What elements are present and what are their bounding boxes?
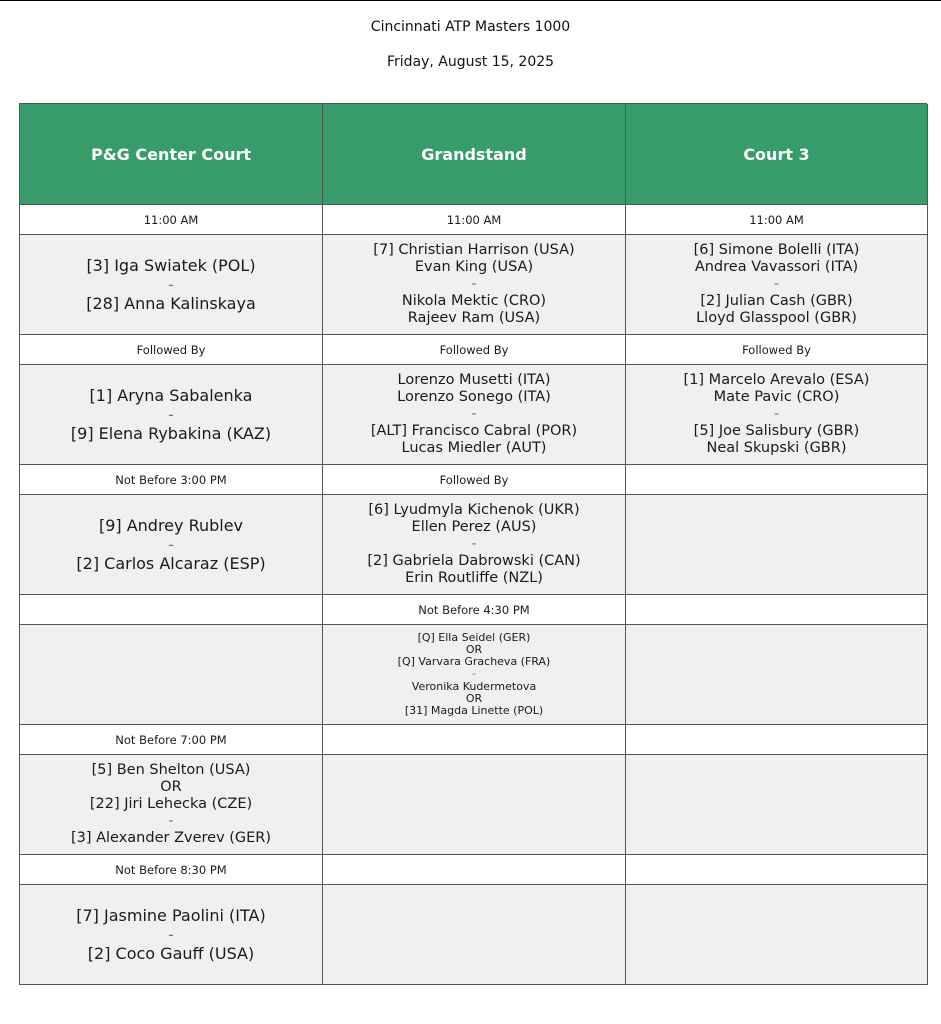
versus-separator: - [168, 275, 174, 294]
time-slot-grandstand: 11:00 AM [323, 205, 626, 235]
player-name: Lloyd Glasspool (GBR) [696, 310, 857, 326]
empty-cell [323, 755, 626, 855]
player-name: Veronika Kudermetova [411, 679, 537, 693]
versus-separator: - [471, 406, 477, 422]
time-slot-center-court: 11:00 AM [20, 205, 323, 235]
or-separator: OR [465, 691, 483, 705]
player-name: Mate Pavic (CRO) [713, 389, 840, 405]
match-cell-grandstand [323, 365, 626, 465]
player-name: [28] Anna Kalinskaya [86, 294, 256, 313]
court-header-grandstand: Grandstand [323, 104, 626, 205]
player-name: Lucas Miedler (AUT) [401, 440, 547, 456]
empty-cell [20, 625, 323, 725]
player-name: Lorenzo Sonego (ITA) [397, 389, 551, 405]
versus-separator: - [168, 813, 174, 829]
player-name: [3] Alexander Zverev (GER) [70, 830, 272, 846]
time-slot-center-court: Not Before 3:00 PM [20, 465, 323, 495]
player-name: [1] Aryna Sabalenka [89, 386, 253, 405]
empty-cell [626, 495, 928, 595]
empty-cell [626, 885, 928, 985]
versus-separator: - [773, 406, 780, 422]
empty-cell [323, 885, 626, 985]
player-name: Nikola Mektic (CRO) [401, 293, 547, 309]
match-cell-center-court [20, 755, 323, 855]
player-name: [Q] Ella Seidel (GER) [417, 630, 531, 644]
versus-separator: - [472, 667, 476, 681]
player-name: [2] Julian Cash (GBR) [700, 293, 853, 309]
player-name: [6] Simone Bolelli (ITA) [693, 242, 860, 258]
versus-separator: - [168, 535, 174, 554]
player-name: [22] Jiri Lehecka (CZE) [89, 796, 253, 812]
or-separator: OR [160, 779, 182, 795]
time-slot-court-3 [626, 595, 928, 625]
player-name: Evan King (USA) [414, 259, 534, 275]
match-cell-center-court [20, 495, 323, 595]
time-slot-center-court: Not Before 8:30 PM [20, 855, 323, 885]
versus-separator: - [773, 276, 780, 292]
time-slot-court-3 [626, 855, 928, 885]
player-name: [5] Joe Salisbury (GBR) [693, 423, 860, 439]
match-cell-center-court [20, 885, 323, 985]
court-header-court-3: Court 3 [626, 104, 928, 205]
match-cell-court-3 [626, 235, 928, 335]
time-slot-court-3 [626, 725, 928, 755]
match-cell-center-court [20, 235, 323, 335]
match-cell-court-3 [626, 365, 928, 465]
player-name: Andrea Vavassori (ITA) [694, 259, 859, 275]
match-cell-center-court [20, 365, 323, 465]
tournament-title: Cincinnati ATP Masters 1000 [370, 19, 571, 35]
time-slot-grandstand: Followed By [323, 335, 626, 365]
versus-separator: - [471, 536, 477, 552]
time-slot-grandstand [323, 855, 626, 885]
time-slot-court-3 [626, 465, 928, 495]
versus-separator: - [168, 405, 174, 424]
empty-cell [626, 755, 928, 855]
time-slot-court-3: 11:00 AM [626, 205, 928, 235]
time-slot-grandstand [323, 725, 626, 755]
versus-separator: - [471, 276, 477, 292]
time-slot-grandstand: Followed By [323, 465, 626, 495]
player-name: [7] Christian Harrison (USA) [373, 242, 575, 258]
match-cell-grandstand [323, 625, 626, 725]
player-name: [7] Jasmine Paolini (ITA) [76, 906, 266, 925]
time-slot-grandstand: Not Before 4:30 PM [323, 595, 626, 625]
order-of-play-table [19, 103, 927, 985]
time-slot-court-3: Followed By [626, 335, 928, 365]
player-name: [3] Iga Swiatek (POL) [86, 256, 256, 275]
player-name: [31] Magda Linette (POL) [404, 704, 544, 717]
player-name: [9] Andrey Rublev [98, 516, 244, 535]
court-header-center-court: P&G Center Court [20, 104, 323, 205]
time-slot-center-court: Followed By [20, 335, 323, 365]
versus-separator: - [168, 925, 174, 944]
player-name: [2] Gabriela Dabrowski (CAN) [367, 553, 581, 569]
empty-cell [626, 625, 928, 725]
schedule-date: Friday, August 15, 2025 [386, 54, 555, 70]
or-separator: OR [465, 642, 483, 656]
time-slot-center-court: Not Before 7:00 PM [20, 725, 323, 755]
match-cell-grandstand [323, 235, 626, 335]
player-name: Rajeev Ram (USA) [407, 310, 541, 326]
match-cell-grandstand [323, 495, 626, 595]
player-name: Erin Routliffe (NZL) [405, 570, 543, 586]
player-name: [9] Elena Rybakina (KAZ) [70, 424, 272, 443]
player-name: [1] Marcelo Arevalo (ESA) [683, 372, 870, 388]
top-border-line [0, 0, 941, 1]
player-name: [ALT] Francisco Cabral (POR) [370, 423, 578, 439]
player-name: [2] Carlos Alcaraz (ESP) [76, 554, 266, 573]
player-name: [Q] Varvara Gracheva (FRA) [397, 655, 551, 669]
player-name: Neal Skupski (GBR) [706, 440, 847, 456]
player-name: [6] Lyudmyla Kichenok (UKR) [368, 502, 580, 518]
player-name: Lorenzo Musetti (ITA) [397, 372, 551, 388]
time-slot-center-court [20, 595, 323, 625]
player-name: [2] Coco Gauff (USA) [87, 944, 255, 963]
player-name: [5] Ben Shelton (USA) [91, 762, 251, 778]
player-name: Ellen Perez (AUS) [411, 519, 537, 535]
